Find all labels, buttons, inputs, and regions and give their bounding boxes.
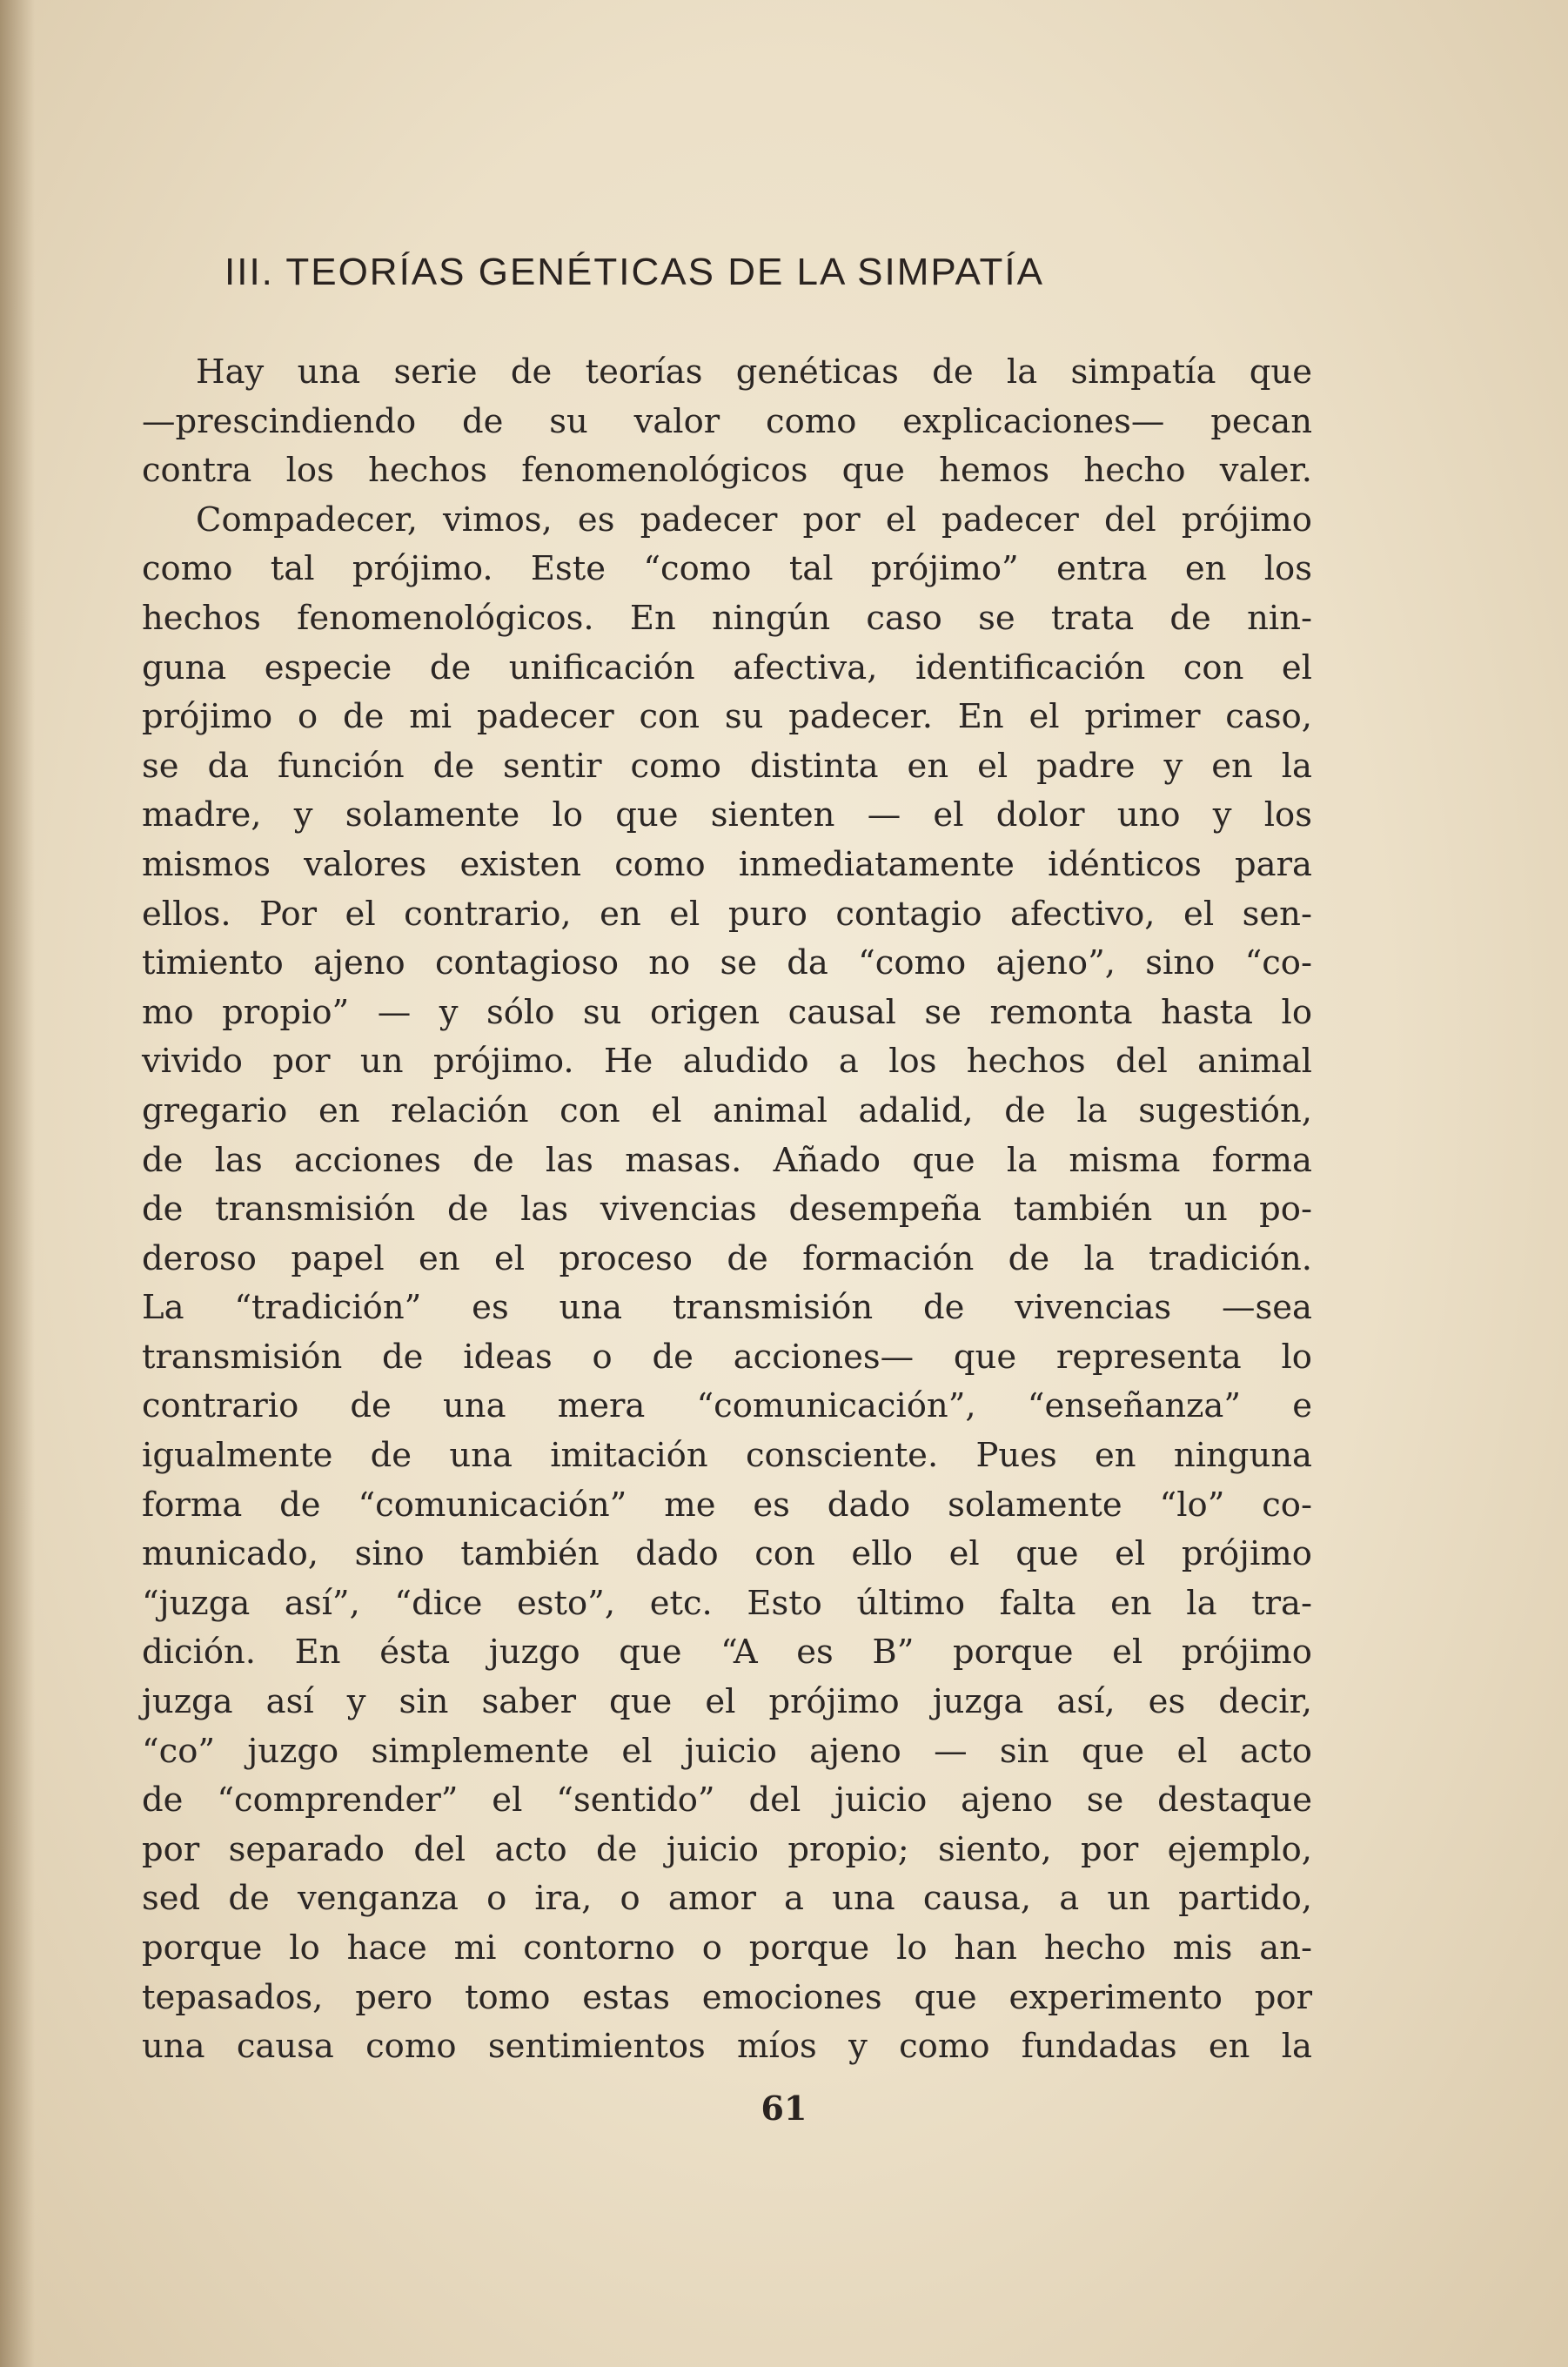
text-line: forma de “comunicación” me es dado solamente “lo” co-: [142, 1485, 1312, 1525]
text-line: dición. En ésta juzgo que “A es B” porque el prójimo: [142, 1633, 1312, 1673]
text-line: timiento ajeno contagioso no se da “como ajeno”, sino “co-: [142, 943, 1312, 983]
chapter-title: TEORÍAS GENÉTICAS DE LA SIMPATÍA: [285, 251, 1045, 293]
text-line: Hay una serie de teorías genéticas de la simpatía que: [196, 352, 1312, 392]
text-line: La “tradición” es una transmisión de vivencias —sea: [142, 1288, 1312, 1328]
text-line: de las acciones de las masas. Añado que la misma forma: [142, 1140, 1312, 1180]
text-line: deroso papel en el proceso de formación de la tradición.: [142, 1238, 1312, 1278]
text-line: “co” juzgo simplemente el juicio ajeno — sin que el acto: [142, 1731, 1312, 1771]
text-line: prójimo o de mi padecer con su padecer. En el primer caso,: [142, 697, 1312, 737]
text-line: mo propio” — y sólo su origen causal se remonta hasta lo: [142, 992, 1312, 1032]
text-line: tepasados, pero tomo estas emociones que experimento por: [142, 1977, 1312, 2017]
text-line: sed de venganza o ira, o amor a una causa, a un partido,: [142, 1879, 1312, 1919]
text-line: transmisión de ideas o de acciones— que representa lo: [142, 1337, 1312, 1377]
text-line: Compadecer, vimos, es padecer por el padecer del prójimo: [196, 500, 1312, 540]
text-line: ellos. Por el contrario, en el puro contagio afectivo, el sen-: [142, 894, 1312, 934]
text-line: de “comprender” el “sentido” del juicio ajeno se destaque: [142, 1780, 1312, 1821]
text-line: juzga así y sin saber que el prójimo juzga así, es decir,: [142, 1682, 1312, 1722]
text-line: guna especie de unificación afectiva, identificación con el: [142, 647, 1312, 687]
text-line: de transmisión de las vivencias desempeña también un po-: [142, 1190, 1312, 1230]
text-line: mismos valores existen como inmediatamente idénticos para: [142, 844, 1312, 884]
text-line: como tal prójimo. Este “como tal prójimo” entra en los: [142, 549, 1312, 589]
body-paragraph: [142, 348, 1312, 2072]
text-line: hechos fenomenológicos. En ningún caso se trata de nin-: [142, 598, 1312, 638]
text-line: igualmente de una imitación consciente. Pues en ninguna: [142, 1436, 1312, 1476]
text-line: gregario en relación con el animal adalid, de la sugestión,: [142, 1090, 1312, 1130]
chapter-number: III.: [224, 251, 274, 293]
text-line: una causa como sentimientos míos y como fundadas en la: [142, 2027, 1312, 2067]
text-line: se da función de sentir como distinta en el padre y en la: [142, 746, 1312, 786]
text-line: —prescindiendo de su valor como explicaciones— pecan: [142, 401, 1312, 441]
text-line: municado, sino también dado con ello el que el prójimo: [142, 1534, 1312, 1574]
text-line: “juzga así”, “dice esto”, etc. Esto último falta en la tra-: [142, 1583, 1312, 1623]
text-line: madre, y solamente lo que sienten — el dolor uno y los: [142, 795, 1312, 835]
text-line: contra los hechos fenomenológicos que hemos hecho valer.: [142, 451, 1312, 491]
text-line: porque lo hace mi contorno o porque lo han hecho mis an-: [142, 1928, 1312, 1968]
text-line: vivido por un prójimo. He aludido a los hechos del animal: [142, 1042, 1312, 1082]
spine-shadow: [0, 0, 35, 2367]
text-line: por separado del acto de juicio propio; siento, por ejemplo,: [142, 1829, 1312, 1869]
page-number: 61: [761, 2089, 807, 2128]
chapter-heading: [224, 251, 1356, 294]
text-line: contrario de una mera “comunicación”, “enseñanza” e: [142, 1386, 1312, 1426]
